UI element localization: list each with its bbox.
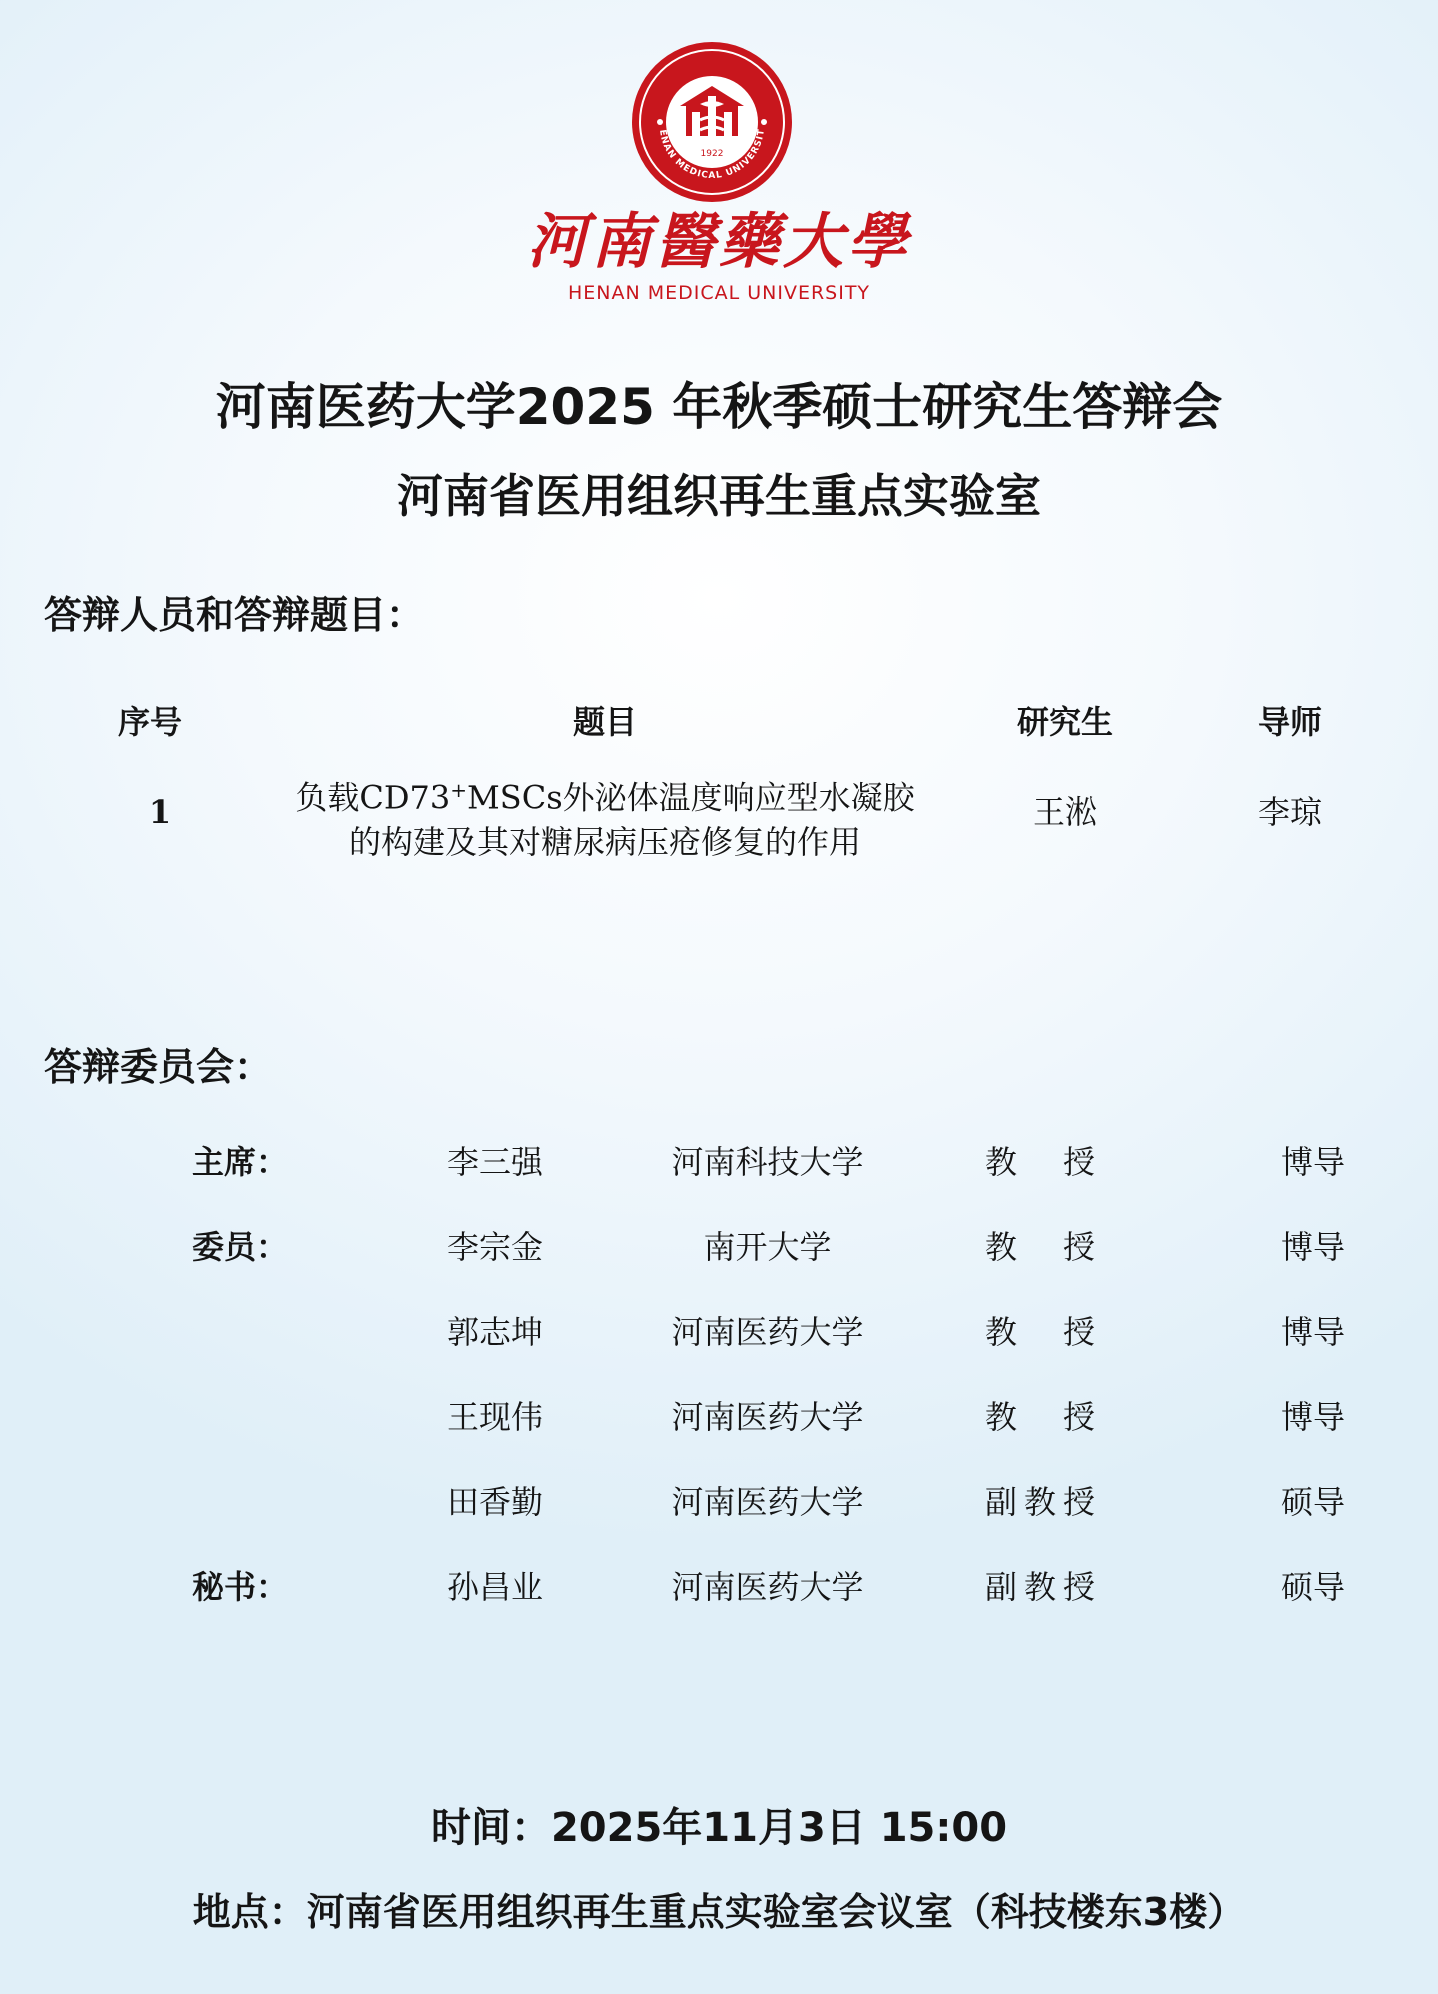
defense-row-advisor: 李琼 [1257, 793, 1322, 831]
university-name-en: HENAN MEDICAL UNIVERSITY [567, 282, 871, 304]
university-name-cn: 河南醫藥大學 [527, 207, 911, 277]
defense-row-topic [235, 768, 975, 864]
defense-row-student: 王淞 [1032, 793, 1097, 831]
committee-title: 副教授 [985, 1483, 1095, 1521]
committee-org: 河南科技大学 [671, 1143, 864, 1181]
topic-line-1 [235, 768, 975, 820]
committee-supervisor: 博导 [1280, 1398, 1345, 1436]
committee-title: 教授 [985, 1228, 1095, 1266]
column-header-index: 序号 [117, 703, 182, 741]
committee-supervisor: 博导 [1280, 1228, 1345, 1266]
column-header-student: 研究生 [1016, 703, 1113, 741]
committee-org: 河南医药大学 [671, 1313, 864, 1351]
committee-role: 委员： [192, 1228, 289, 1266]
committee-org: 河南医药大学 [671, 1398, 864, 1436]
committee-section-heading: 答辩委员会： [44, 1045, 273, 1089]
committee-supervisor: 博导 [1280, 1313, 1345, 1351]
topic-superscript: + [450, 778, 468, 802]
defense-location: 地点：河南省医用组织再生重点实验室会议室（科技楼东3楼） [192, 1890, 1246, 1934]
committee-org: 南开大学 [703, 1228, 832, 1266]
committee-supervisor: 硕导 [1280, 1568, 1345, 1606]
defense-time: 时间：2025年11月3日 15:00 [430, 1805, 1008, 1851]
defense-section-heading: 答辩人员和答辩题目： [44, 593, 425, 637]
committee-role: 秘书： [192, 1568, 289, 1606]
committee-name: 李三强 [446, 1143, 543, 1181]
seal-graphic [630, 40, 794, 204]
committee-supervisor: 博导 [1280, 1143, 1345, 1181]
topic-line-2: 的构建及其对糖尿病压疮修复的作用 [348, 822, 861, 861]
university-seal-logo [630, 40, 794, 204]
column-header-topic: 题目 [572, 703, 637, 741]
university-wordmark [519, 204, 919, 316]
committee-org: 河南医药大学 [671, 1483, 864, 1521]
committee-name: 李宗金 [446, 1228, 543, 1266]
committee-supervisor: 硕导 [1280, 1483, 1345, 1521]
committee-role: 主席： [192, 1143, 289, 1181]
seal-ring-text: ENAN MEDICAL UNIVERSIT [657, 128, 768, 182]
committee-name: 孙昌业 [446, 1568, 543, 1606]
committee-title: 教授 [985, 1398, 1095, 1436]
committee-name: 郭志坤 [446, 1313, 543, 1351]
topic-line-1-prefix: 负载CD73 [295, 778, 451, 817]
page-title: 河南医药大学2025 年秋季硕士研究生答辩会 [215, 378, 1223, 436]
committee-org: 河南医药大学 [671, 1568, 864, 1606]
committee-title: 教授 [985, 1143, 1095, 1181]
column-header-advisor: 导师 [1257, 703, 1322, 741]
seal-year: 1922 [700, 149, 724, 159]
committee-name: 田香勤 [446, 1483, 543, 1521]
defense-row-index: 1 [148, 793, 172, 831]
committee-title: 教授 [985, 1313, 1095, 1351]
page-subtitle: 河南省医用组织再生重点实验室 [397, 469, 1041, 523]
topic-line-1-suffix: MSCs外泌体温度响应型水凝胶 [467, 778, 915, 817]
committee-name: 王现伟 [446, 1398, 543, 1436]
committee-title: 副教授 [985, 1568, 1095, 1606]
